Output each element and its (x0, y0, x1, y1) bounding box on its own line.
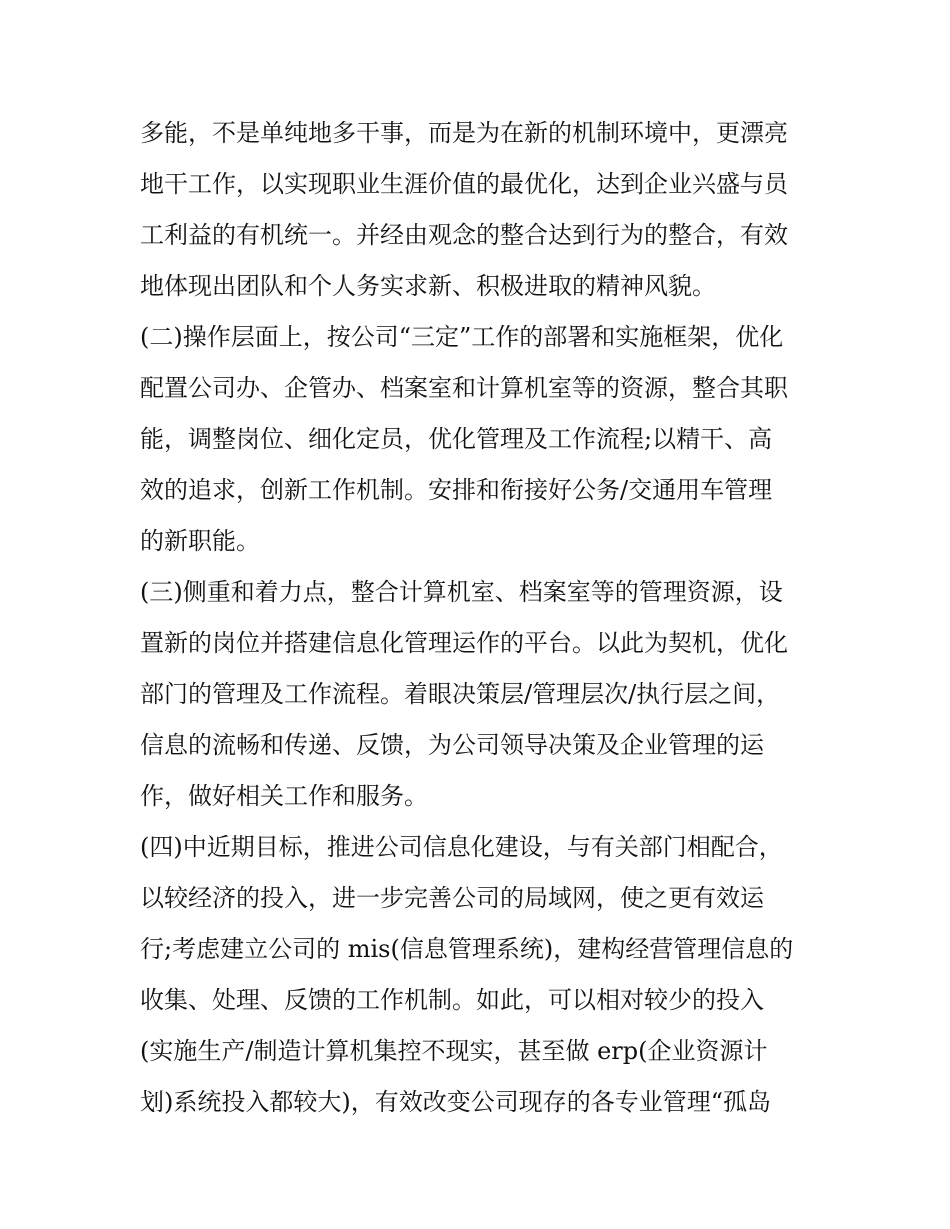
text-line: (四)中近期目标，推进公司信息化建设，与有关部门相配合， (140, 833, 783, 861)
text-line: 地干工作，以实现职业生涯价值的最优化，达到企业兴盛与员 (140, 170, 788, 198)
text-line: (二)操作层面上，按公司“三定”工作的部署和实施框架，优化 (140, 323, 784, 351)
text-line: 工利益的有机统一。并经由观念的整合达到行为的整合，有效 (140, 221, 788, 249)
text-line: 信息的流畅和传递、反馈，为公司领导决策及企业管理的运 (140, 731, 764, 759)
text-line: 置新的岗位并搭建信息化管理运作的平台。以此为契机，优化 (140, 629, 788, 657)
text-line: (实施生产/制造计算机集控不现实，甚至做 erp(企业资源计 (140, 1037, 768, 1065)
text-line: 多能，不是单纯地多干事，而是为在新的机制环境中，更漂亮 (140, 119, 788, 147)
text-line: 划)系统投入都较大)，有效改变公司现存的各专业管理“孤岛 (140, 1088, 771, 1116)
text-line: 以较经济的投入，进一步完善公司的局域网，使之更有效运 (140, 884, 764, 912)
text-line: 地体现出团队和个人务实求新、积极进取的精神风貌。 (140, 272, 716, 300)
text-line: 作，做好相关工作和服务。 (140, 782, 428, 810)
text-line: 能，调整岗位、细化定员，优化管理及工作流程;以精干、高 (140, 425, 773, 453)
text-line: 行;考虑建立公司的 mis(信息管理系统)，建构经营管理信息的 (140, 935, 794, 963)
body-text (140, 108, 830, 1128)
text-line: 的新职能。 (140, 527, 260, 555)
text-line: 部门的管理及工作流程。着眼决策层/管理层次/执行层之间， (140, 680, 781, 708)
text-line: 效的追求，创新工作机制。安排和衔接好公务/交通用车管理 (140, 476, 773, 504)
text-line: (三)侧重和着力点，整合计算机室、档案室等的管理资源，设 (140, 578, 783, 606)
text-line: 收集、处理、反馈的工作机制。如此，可以相对较少的投入 (140, 986, 764, 1014)
text-line: 配置公司办、企管办、档案室和计算机室等的资源，整合其职 (140, 374, 788, 402)
